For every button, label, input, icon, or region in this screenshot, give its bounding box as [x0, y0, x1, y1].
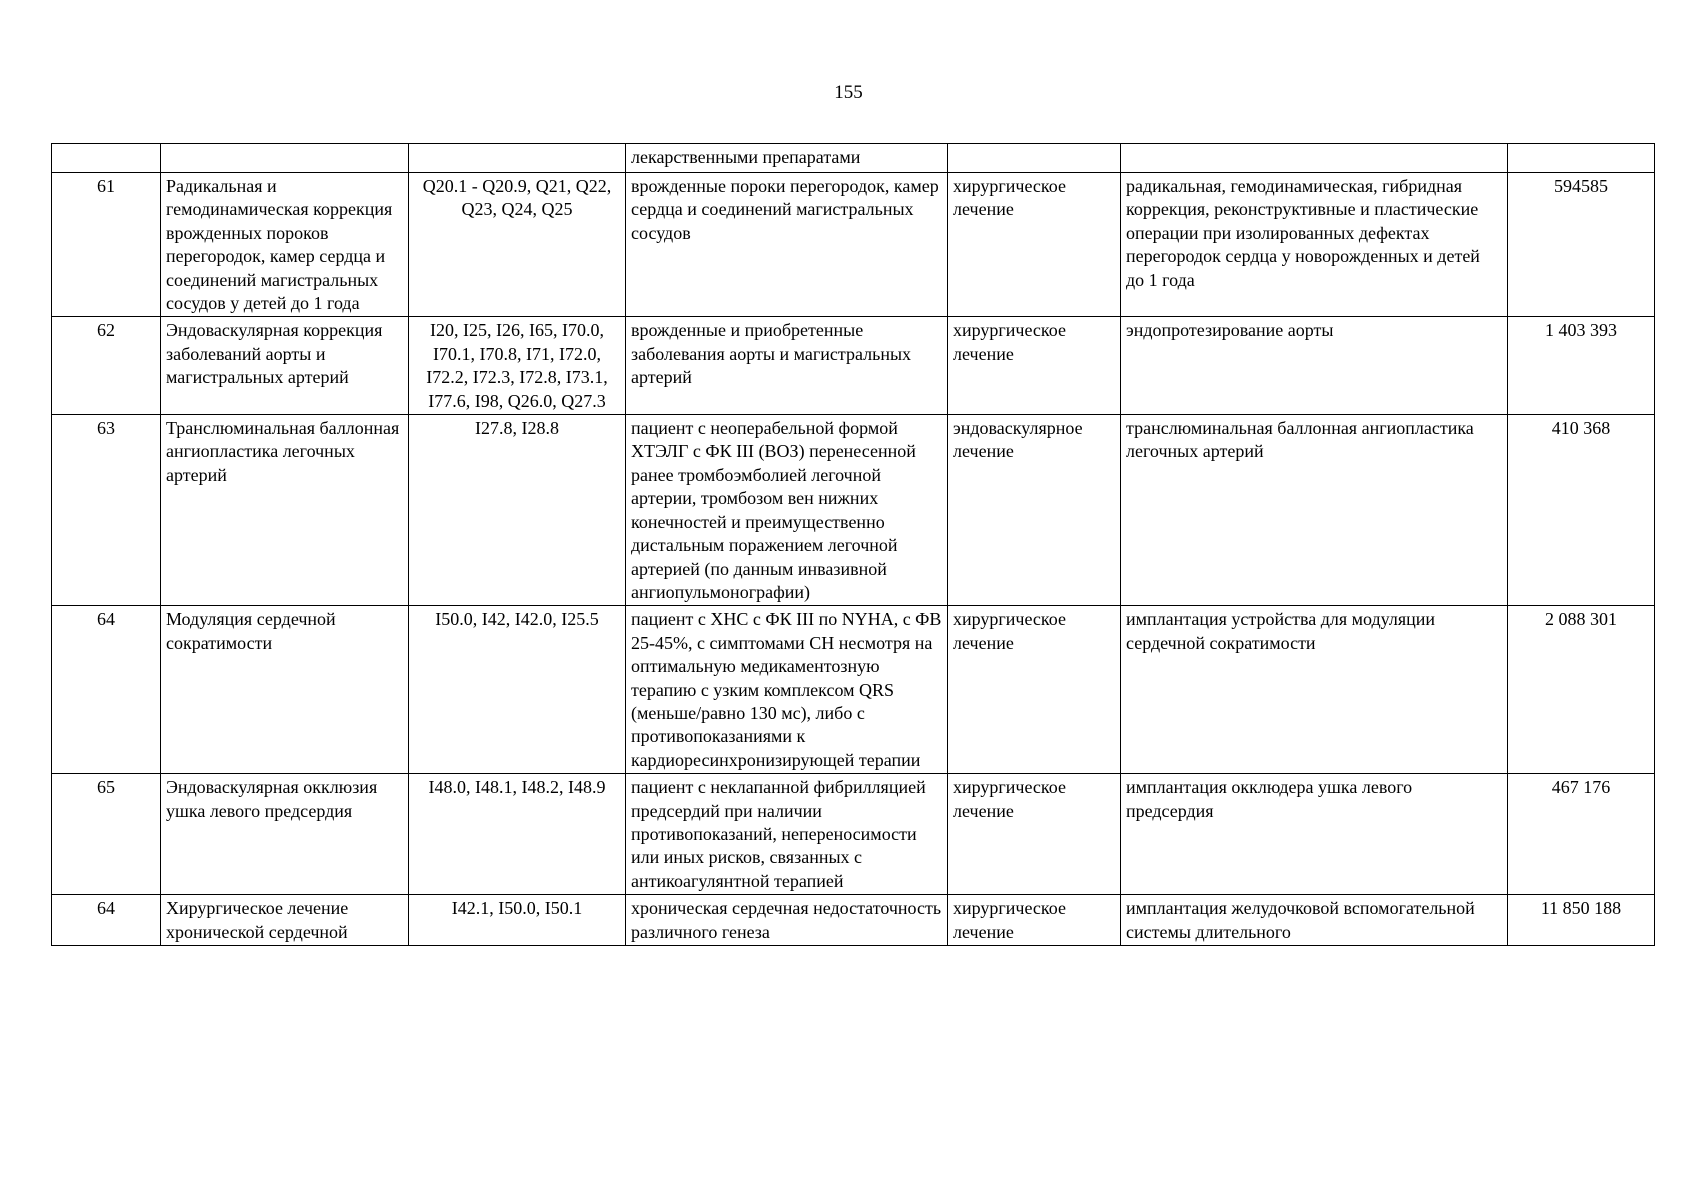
- cell-treatment: хирургическое лечение: [948, 173, 1121, 317]
- cell-treatment: хирургическое лечение: [948, 774, 1121, 895]
- medical-care-table: [51, 143, 1655, 946]
- cell-num: 64: [52, 606, 161, 774]
- table-row: [52, 895, 1655, 946]
- cell-cost: 594585: [1508, 173, 1655, 317]
- cell-treatment: [948, 144, 1121, 173]
- table-row: [52, 173, 1655, 317]
- cell-cost: [1508, 144, 1655, 173]
- cell-method: имплантация окклюдера ушка левого предсердия: [1121, 774, 1508, 895]
- cell-model: лекарственными препаратами: [626, 144, 948, 173]
- cell-num: 62: [52, 317, 161, 415]
- cell-cost: 1 403 393: [1508, 317, 1655, 415]
- cell-cost: 2 088 301: [1508, 606, 1655, 774]
- cell-name: Эндоваскулярная коррекция заболеваний аорты и магистральных артерий: [161, 317, 409, 415]
- cell-codes: I48.0, I48.1, I48.2, I48.9: [409, 774, 626, 895]
- cell-treatment: эндоваскулярное лечение: [948, 415, 1121, 606]
- cell-method: эндопротезирование аорты: [1121, 317, 1508, 415]
- table-row: [52, 606, 1655, 774]
- cell-num: 65: [52, 774, 161, 895]
- cell-num: 64: [52, 895, 161, 946]
- table-row: [52, 415, 1655, 606]
- cell-cost: 11 850 188: [1508, 895, 1655, 946]
- cell-name: Модуляция сердечной сократимости: [161, 606, 409, 774]
- table-body: [52, 144, 1655, 946]
- cell-name: Хирургическое лечение хронической сердечной: [161, 895, 409, 946]
- cell-name: [161, 144, 409, 173]
- cell-method: имплантация устройства для модуляции сердечной сократимости: [1121, 606, 1508, 774]
- cell-model: пациент с неклапанной фибрилляцией предсердий при наличии противопоказаний, непереносимости или иных рисков, связанных с антикоагулянтной терапией: [626, 774, 948, 895]
- cell-num: 63: [52, 415, 161, 606]
- page-number: 155: [834, 82, 863, 103]
- cell-name: Радикальная и гемодинамическая коррекция врожденных пороков перегородок, камер сердца и соединений магистральных сосудов у детей до 1 года: [161, 173, 409, 317]
- cell-codes: Q20.1 - Q20.9, Q21, Q22, Q23, Q24, Q25: [409, 173, 626, 317]
- cell-method: радикальная, гемодинамическая, гибридная коррекция, реконструктивные и пластические операции при изолированных дефектах перегородок сердца у новорожденных и детей до 1 года: [1121, 173, 1508, 317]
- cell-codes: I20, I25, I26, I65, I70.0, I70.1, I70.8, I71, I72.0, I72.2, I72.3, I72.8, I73.1, I77.6, I98, Q26.0, Q27.3: [409, 317, 626, 415]
- cell-model: врожденные пороки перегородок, камер сердца и соединений магистральных сосудов: [626, 173, 948, 317]
- cell-model: пациент с ХНС с ФК III по NYHA, с ФВ 25-45%, с симптомами СН несмотря на оптимальную медикаментозную терапию с узким комплексом QRS (меньше/равно 130 мс), либо с противопоказаниями к кардиоресинхронизирующей терапии: [626, 606, 948, 774]
- cell-method: имплантация желудочковой вспомогательной системы длительного: [1121, 895, 1508, 946]
- cell-num: [52, 144, 161, 173]
- cell-method: транслюминальная баллонная ангиопластика легочных артерий: [1121, 415, 1508, 606]
- cell-codes: [409, 144, 626, 173]
- cell-treatment: хирургическое лечение: [948, 606, 1121, 774]
- cell-cost: 410 368: [1508, 415, 1655, 606]
- cell-treatment: хирургическое лечение: [948, 317, 1121, 415]
- cell-method: [1121, 144, 1508, 173]
- cell-name: Транслюминальная баллонная ангиопластика легочных артерий: [161, 415, 409, 606]
- cell-model: хроническая сердечная недостаточность различного генеза: [626, 895, 948, 946]
- cell-model: врожденные и приобретенные заболевания аорты и магистральных артерий: [626, 317, 948, 415]
- cell-model: пациент с неоперабельной формой ХТЭЛГ с ФК III (ВОЗ) перенесенной ранее тромбоэмболией легочной артерии, тромбозом вен нижних конечностей и преимущественно дистальным поражением легочной артерией (по данным инвазивной ангиопульмонографии): [626, 415, 948, 606]
- cell-cost: 467 176: [1508, 774, 1655, 895]
- table-row-continuation: [52, 144, 1655, 173]
- table-row: [52, 317, 1655, 415]
- cell-treatment: хирургическое лечение: [948, 895, 1121, 946]
- cell-num: 61: [52, 173, 161, 317]
- cell-codes: I27.8, I28.8: [409, 415, 626, 606]
- cell-name: Эндоваскулярная окклюзия ушка левого предсердия: [161, 774, 409, 895]
- cell-codes: I42.1, I50.0, I50.1: [409, 895, 626, 946]
- table-row: [52, 774, 1655, 895]
- cell-codes: I50.0, I42, I42.0, I25.5: [409, 606, 626, 774]
